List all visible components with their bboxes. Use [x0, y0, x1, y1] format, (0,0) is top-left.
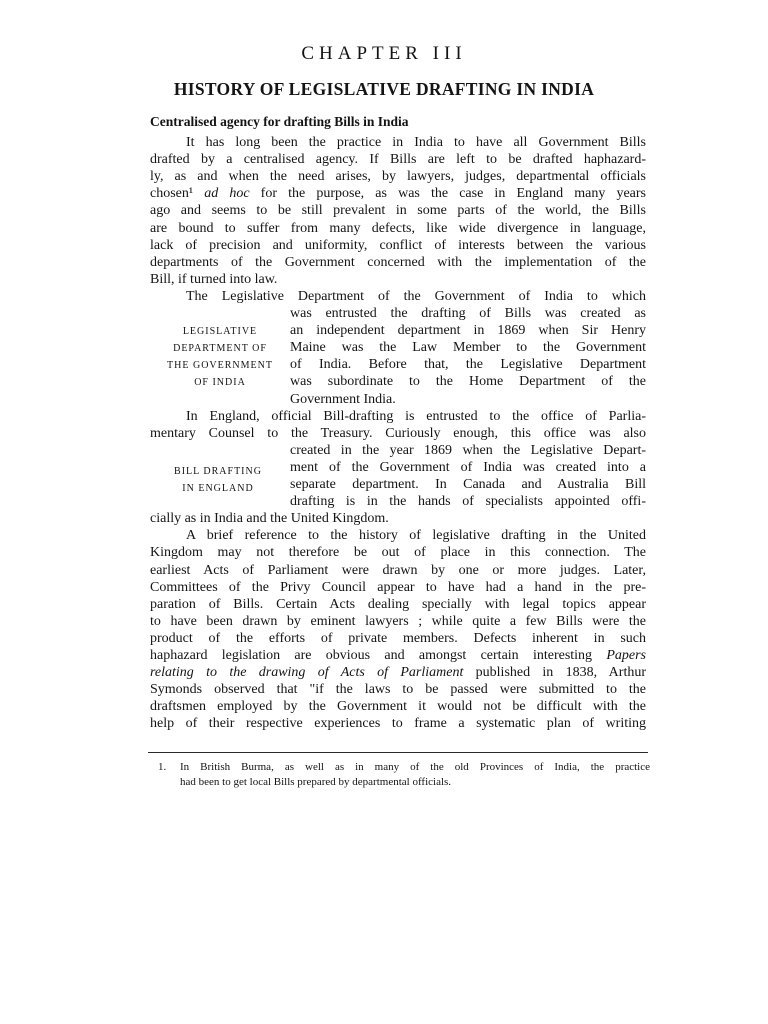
body-line: Symonds observed that "if the laws to be passed were submitted to the: [150, 682, 646, 698]
footnote-line: had been to get local Bills prepared by departmental officials.: [180, 776, 452, 788]
body-line: Government India.: [290, 391, 396, 407]
body-line: ment of the Government of India was created into a: [290, 459, 646, 475]
body-line: relating to the drawing of Acts of Parliament published in 1838, Arthur: [150, 665, 646, 681]
section-heading: Centralised agency for drafting Bills in India: [150, 114, 409, 129]
body-line: drafting is in the hands of specialists appointed offi-: [290, 494, 646, 510]
body-line: paration of Bills. Certain Acts dealing specially with legal topics appear: [150, 596, 646, 612]
chapter-label: CHAPTER III: [301, 43, 467, 64]
body-line: Kingdom may not therefore be out of place in this connection. The: [150, 545, 646, 561]
body-line: are bound to suffer from many defects, like wide divergence in language,: [150, 220, 646, 236]
body-line: draftsmen employed by the Government it would not be difficult with the: [150, 699, 646, 715]
body-line: Committees of the Privy Council appear to have had a hand in the pre-: [150, 579, 646, 595]
body-line: was entrusted the drafting of Bills was created as: [290, 306, 646, 321]
body-line: Maine was the Law Member to the Government: [290, 340, 646, 356]
body-line: lack of precision and uniformity, conflict of interests between the various: [150, 237, 646, 253]
body-line: ly, as and when the need arises, by lawyers, judges, departmental officials: [150, 169, 646, 185]
body-line: drafted by a centralised agency. If Bills are left to be drafted haphazard-: [150, 152, 646, 168]
body-line: help of their respective experiences to frame a systematic plan of writing: [150, 716, 646, 732]
body-line: separate department. In Canada and Australia Bill: [290, 477, 646, 492]
body-line: It has long been the practice in India to have all Government Bills: [186, 135, 646, 150]
body-line: chosen¹ ad hoc for the purpose, as was the case in England many years: [150, 186, 646, 202]
body-line: ago and seems to be still prevalent in some parts of the world, the Bills: [150, 203, 646, 219]
body-line: A brief reference to the history of legislative drafting in the United: [186, 528, 646, 544]
body-line: an independent department in 1869 when Sir Henry: [290, 323, 646, 339]
footnote-line: In British Burma, as well as in many of the old Provinces of India, the practice: [180, 761, 650, 773]
margin-note-legislative-2: DEPARTMENT OF: [173, 343, 267, 354]
body-line: haphazard legislation are obvious and amongst certain interesting Papers: [150, 648, 646, 663]
body-line: of India. Before that, the Legislative Department: [290, 357, 646, 373]
body-line: The Legislative Department of the Government of India to which: [186, 288, 646, 304]
chapter-title: HISTORY OF LEGISLATIVE DRAFTING IN INDIA: [173, 79, 595, 99]
body-line: Bill, if turned into law.: [150, 271, 278, 287]
footnote-divider: [148, 752, 648, 753]
margin-note-legislative-4: OF INDIA: [194, 377, 246, 388]
footnote-number: 1.: [158, 761, 167, 773]
body-line: was subordinate to the Home Department of the: [290, 374, 646, 390]
margin-note-england-1: BILL DRAFTING: [174, 466, 262, 477]
margin-note-legislative-3: THE GOVERNMENT: [167, 360, 273, 371]
body-line: In England, official Bill-drafting is entrusted to the office of Parlia-: [186, 408, 646, 424]
body-line: created in the year 1869 when the Legislative Depart-: [290, 442, 646, 458]
body-line: departments of the Government concerned with the implementation of the: [150, 254, 646, 270]
body-line: to have been drawn by eminent lawyers ; while quite a few Bills were the: [150, 613, 646, 629]
body-line: earliest Acts of Parliament were drawn by one or more judges. Later,: [150, 562, 646, 578]
margin-note-england-2: IN ENGLAND: [182, 483, 254, 494]
margin-note-legislative-1: LEGISLATIVE: [182, 326, 258, 337]
body-line: product of the efforts of private members. Defects inherent in such: [150, 630, 646, 646]
body-line: cially as in India and the United Kingdom.: [150, 511, 389, 527]
body-line: mentary Counsel to the Treasury. Curiously enough, this office was also: [150, 425, 646, 441]
